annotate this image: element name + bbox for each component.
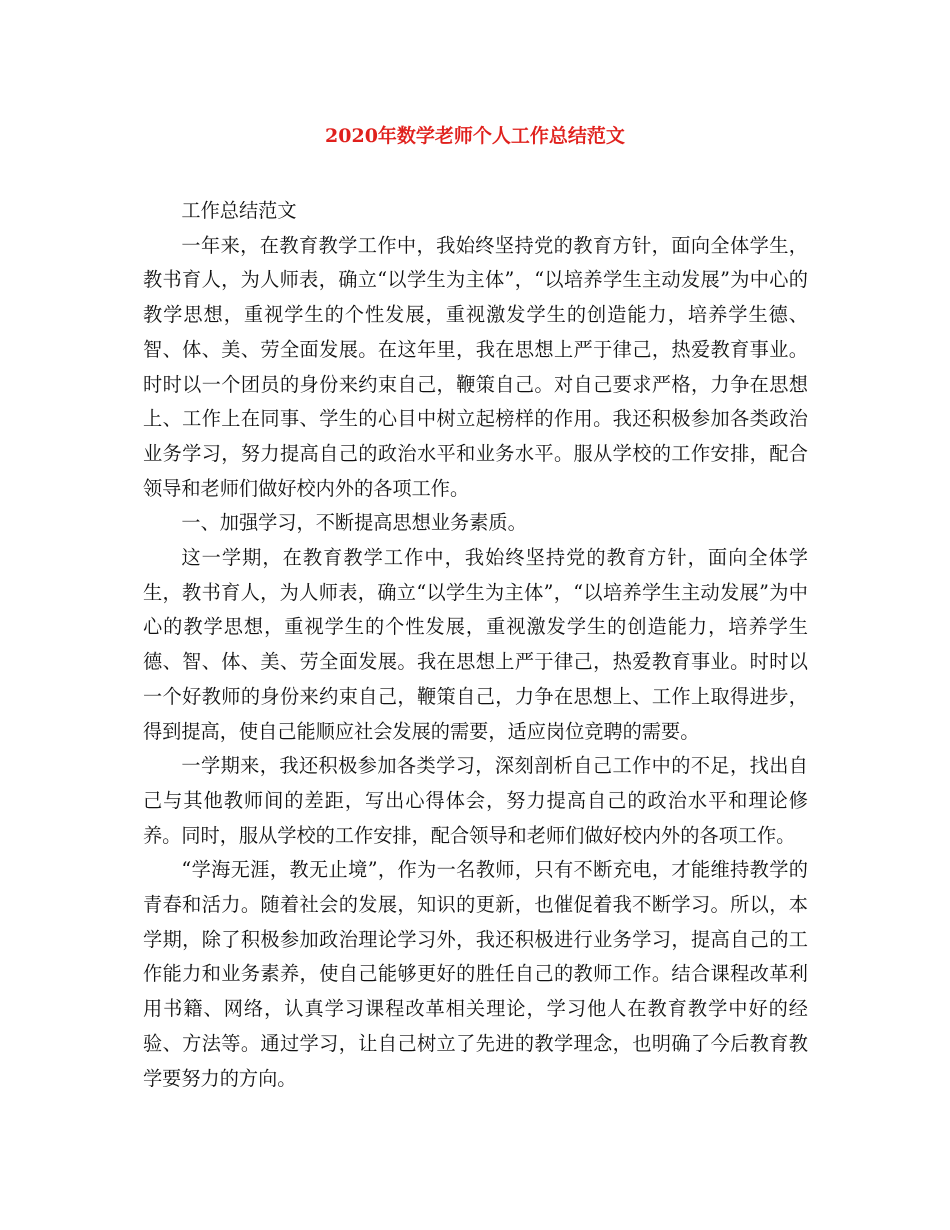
paragraph-learning: “学海无涯，教无止境”，作为一名教师，只有不断充电，才能维持教学的青春和活力。随着社会的发展，知识的更新，也催促着我不断学习。所以，本学期，除了积极参加政治理论学习外，我还积极进行业务学习，提高自己的工作能力和业务素养，使自己能够更好的胜任自己的教师工作。结合课程改革利用书籍、网络，认真学习课程改革相关理论，学习他人在教育教学中好的经验、方法等。通过学习，让自己树立了先进的教学理念，也明确了今后教育教学要努力的方向。 <box>143 858 808 1090</box>
paragraph-section-label: 工作总结范文 <box>181 199 297 222</box>
paragraph-semester: 这一学期，在教育教学工作中，我始终坚持党的教育方针，面向全体学生，教书育人，为人师表，确立“以学生为主体”，“以培养学生主动发展”为中心的教学思想，重视学生的个性发展，重视激发学生的创造能力，培养学生德、智、体、美、劳全面发展。我在思想上严于律己，热爱教育事业。时时以一个好教师的身份来约束自己，鞭策自己，力争在思想上、工作上取得进步，得到提高，使自己能顺应社会发展的需要，适应岗位竞聘的需要。 <box>143 546 808 743</box>
document-title: 2020年数学老师个人工作总结范文 <box>325 125 625 147</box>
document-body <box>143 194 808 1096</box>
paragraph-study: 一学期来，我还积极参加各类学习，深刻剖析自己工作中的不足，找出自己与其他教师间的差距，写出心得体会，努力提高自己的政治水平和理论修养。同时，服从学校的工作安排，配合领导和老师们做好校内外的各项工作。 <box>143 754 808 847</box>
paragraph-intro: 一年来，在教育教学工作中，我始终坚持党的教育方针，面向全体学生，教书育人，为人师表，确立“以学生为主体”，“以培养学生主动发展”为中心的教学思想，重视学生的个性发展，重视激发学生的创造能力，培养学生德、智、体、美、劳全面发展。在这年里，我在思想上严于律己，热爱教育事业。时时以一个团员的身份来约束自己，鞭策自己。对自己要求严格，力争在思想上、工作上在同事、学生的心目中树立起榜样的作用。我还积极参加各类政治业务学习，努力提高自己的政治水平和业务水平。服从学校的工作安排，配合领导和老师们做好校内外的各项工作。 <box>143 233 808 500</box>
section-heading-1: 一、加强学习，不断提高思想业务素质。 <box>181 511 527 535</box>
